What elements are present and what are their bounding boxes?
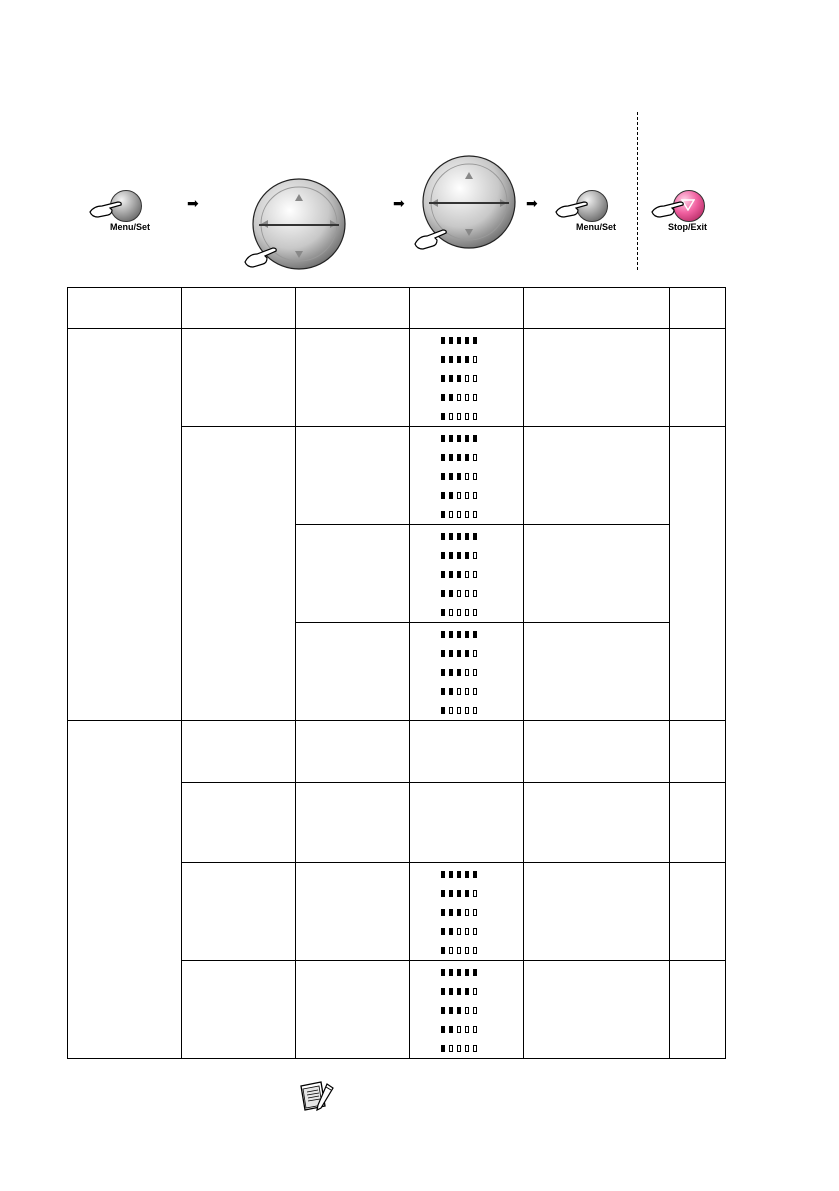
filled-square-icon: [457, 337, 461, 344]
filled-square-icon: [441, 413, 445, 420]
filled-square-icon: [449, 1007, 453, 1014]
level-row: [441, 669, 523, 678]
filled-square-icon: [441, 1026, 445, 1033]
table-row: [68, 329, 726, 427]
filled-square-icon: [441, 435, 445, 442]
level-row: [441, 454, 523, 463]
level-scale: [410, 863, 523, 956]
level-row: [441, 473, 523, 482]
level-row: [441, 631, 523, 640]
level-options-cell: [410, 329, 524, 427]
level-row: [441, 394, 523, 403]
table-header-row: [68, 288, 726, 329]
filled-square-icon: [457, 650, 461, 657]
header-descriptions: [524, 288, 670, 329]
empty-square-icon: [465, 413, 469, 420]
filled-square-icon: [441, 947, 445, 954]
empty-square-icon: [449, 511, 453, 518]
empty-square-icon: [457, 590, 461, 597]
level-row: [441, 928, 523, 937]
description-cell: [524, 427, 670, 525]
filled-square-icon: [449, 435, 453, 442]
filled-square-icon: [441, 571, 445, 578]
level-row: [441, 688, 523, 697]
filled-square-icon: [441, 707, 445, 714]
header-options: [410, 288, 524, 329]
empty-square-icon: [473, 413, 477, 420]
page-cell: [670, 783, 726, 863]
selection-cell: [296, 863, 410, 961]
empty-square-icon: [473, 928, 477, 935]
empty-square-icon: [473, 375, 477, 382]
filled-square-icon: [441, 1007, 445, 1014]
filled-square-icon: [449, 650, 453, 657]
filled-square-icon: [441, 375, 445, 382]
empty-square-icon: [465, 688, 469, 695]
empty-square-icon: [473, 890, 477, 897]
filled-square-icon: [441, 533, 445, 540]
filled-square-icon: [449, 571, 453, 578]
description-cell: [524, 961, 670, 1059]
filled-square-icon: [465, 890, 469, 897]
empty-square-icon: [465, 707, 469, 714]
selection-cell: [296, 427, 410, 525]
arrow-right-icon: ➡: [393, 195, 405, 211]
level-scale: [410, 623, 523, 716]
empty-square-icon: [465, 928, 469, 935]
filled-square-icon: [465, 631, 469, 638]
pointing-hand-icon: [554, 198, 590, 220]
filled-square-icon: [457, 552, 461, 559]
submenu-cell: [182, 427, 296, 721]
arrow-right-icon: ➡: [526, 195, 538, 211]
level-options-cell: [410, 863, 524, 961]
empty-square-icon: [457, 688, 461, 695]
empty-square-icon: [449, 947, 453, 954]
filled-square-icon: [441, 590, 445, 597]
filled-square-icon: [441, 650, 445, 657]
level-options-cell: [410, 427, 524, 525]
divider-dashed: [637, 112, 638, 270]
filled-square-icon: [449, 356, 453, 363]
empty-square-icon: [449, 1045, 453, 1052]
main-menu-cell: [68, 721, 182, 1059]
empty-square-icon: [465, 909, 469, 916]
empty-square-icon: [473, 511, 477, 518]
empty-square-icon: [465, 669, 469, 676]
empty-square-icon: [473, 590, 477, 597]
stop-exit-label: Stop/Exit: [668, 222, 708, 232]
level-row: [441, 890, 523, 899]
filled-square-icon: [449, 337, 453, 344]
filled-square-icon: [473, 969, 477, 976]
empty-square-icon: [465, 590, 469, 597]
empty-square-icon: [473, 356, 477, 363]
empty-square-icon: [465, 511, 469, 518]
filled-square-icon: [441, 969, 445, 976]
pointing-hand-icon: [650, 198, 686, 220]
level-scale: [410, 525, 523, 618]
selection-cell: [296, 783, 410, 863]
menu-table: [67, 287, 726, 1059]
filled-square-icon: [457, 988, 461, 995]
table-row: [68, 721, 726, 783]
empty-square-icon: [457, 928, 461, 935]
empty-square-icon: [449, 707, 453, 714]
level-row: [441, 707, 523, 716]
options-cell: [410, 721, 524, 783]
empty-square-icon: [457, 707, 461, 714]
empty-square-icon: [457, 1026, 461, 1033]
selection-cell: [296, 623, 410, 721]
filled-square-icon: [449, 871, 453, 878]
level-row: [441, 590, 523, 599]
empty-square-icon: [473, 394, 477, 401]
level-row: [441, 609, 523, 618]
note-icon: [297, 1080, 337, 1114]
filled-square-icon: [449, 688, 453, 695]
options-cell: [410, 783, 524, 863]
filled-square-icon: [441, 356, 445, 363]
level-row: [441, 969, 523, 978]
page-cell: [670, 863, 726, 961]
selection-cell: [296, 721, 410, 783]
level-scale: [410, 329, 523, 422]
filled-square-icon: [457, 533, 461, 540]
empty-square-icon: [465, 1007, 469, 1014]
level-row: [441, 571, 523, 580]
page-cell: [670, 961, 726, 1059]
empty-square-icon: [473, 552, 477, 559]
level-row: [441, 356, 523, 365]
empty-square-icon: [473, 1026, 477, 1033]
empty-square-icon: [473, 947, 477, 954]
filled-square-icon: [457, 435, 461, 442]
empty-square-icon: [465, 473, 469, 480]
empty-square-icon: [457, 492, 461, 499]
submenu-cell: [182, 329, 296, 427]
page-cell: [670, 329, 726, 427]
filled-square-icon: [457, 375, 461, 382]
navigation-dpad-2[interactable]: [413, 154, 517, 254]
level-row: [441, 1007, 523, 1016]
empty-square-icon: [457, 1045, 461, 1052]
page-cell: [670, 427, 726, 721]
filled-square-icon: [449, 394, 453, 401]
filled-square-icon: [465, 650, 469, 657]
empty-square-icon: [473, 669, 477, 676]
empty-square-icon: [449, 413, 453, 420]
level-options-cell: [410, 525, 524, 623]
filled-square-icon: [457, 473, 461, 480]
main-menu-cell: [68, 329, 182, 721]
submenu-cell: [182, 863, 296, 961]
empty-square-icon: [457, 413, 461, 420]
arrow-right-icon: ➡: [187, 195, 199, 211]
empty-square-icon: [473, 473, 477, 480]
filled-square-icon: [465, 969, 469, 976]
filled-square-icon: [441, 928, 445, 935]
filled-square-icon: [449, 988, 453, 995]
empty-square-icon: [457, 947, 461, 954]
filled-square-icon: [465, 988, 469, 995]
empty-square-icon: [465, 1026, 469, 1033]
level-row: [441, 1045, 523, 1054]
filled-square-icon: [457, 890, 461, 897]
level-row: [441, 1026, 523, 1035]
empty-square-icon: [465, 609, 469, 616]
level-row: [441, 413, 523, 422]
filled-square-icon: [449, 1026, 453, 1033]
description-cell: [524, 525, 670, 623]
filled-square-icon: [449, 969, 453, 976]
header-main-menu: [68, 288, 182, 329]
level-row: [441, 988, 523, 997]
empty-square-icon: [473, 454, 477, 461]
filled-square-icon: [465, 356, 469, 363]
level-row: [441, 533, 523, 542]
selection-cell: [296, 961, 410, 1059]
description-cell: [524, 863, 670, 961]
filled-square-icon: [449, 890, 453, 897]
filled-square-icon: [449, 533, 453, 540]
filled-square-icon: [441, 871, 445, 878]
filled-square-icon: [457, 969, 461, 976]
level-options-cell: [410, 961, 524, 1059]
empty-square-icon: [473, 688, 477, 695]
empty-square-icon: [473, 571, 477, 578]
filled-square-icon: [473, 533, 477, 540]
empty-square-icon: [465, 947, 469, 954]
empty-square-icon: [473, 1045, 477, 1052]
filled-square-icon: [449, 631, 453, 638]
filled-square-icon: [457, 909, 461, 916]
empty-square-icon: [473, 609, 477, 616]
filled-square-icon: [473, 631, 477, 638]
filled-square-icon: [457, 669, 461, 676]
empty-square-icon: [473, 1007, 477, 1014]
empty-square-icon: [473, 909, 477, 916]
filled-square-icon: [465, 337, 469, 344]
filled-square-icon: [441, 511, 445, 518]
pointing-hand-icon: [88, 198, 124, 220]
header-submenu: [182, 288, 296, 329]
filled-square-icon: [449, 492, 453, 499]
empty-square-icon: [465, 1045, 469, 1052]
filled-square-icon: [457, 356, 461, 363]
filled-square-icon: [449, 669, 453, 676]
empty-square-icon: [457, 394, 461, 401]
filled-square-icon: [441, 890, 445, 897]
filled-square-icon: [473, 337, 477, 344]
empty-square-icon: [473, 650, 477, 657]
filled-square-icon: [449, 454, 453, 461]
level-scale: [410, 427, 523, 520]
empty-square-icon: [473, 988, 477, 995]
empty-square-icon: [465, 492, 469, 499]
description-cell: [524, 329, 670, 427]
empty-square-icon: [449, 609, 453, 616]
filled-square-icon: [441, 492, 445, 499]
menu-set-label: Menu/Set: [576, 222, 617, 232]
level-row: [441, 492, 523, 501]
filled-square-icon: [441, 454, 445, 461]
filled-square-icon: [441, 669, 445, 676]
filled-square-icon: [441, 552, 445, 559]
empty-square-icon: [465, 571, 469, 578]
empty-square-icon: [473, 707, 477, 714]
filled-square-icon: [457, 1007, 461, 1014]
selection-cell: [296, 525, 410, 623]
level-row: [441, 909, 523, 918]
filled-square-icon: [449, 909, 453, 916]
level-row: [441, 871, 523, 880]
header-page: [670, 288, 726, 329]
level-row: [441, 337, 523, 346]
filled-square-icon: [441, 909, 445, 916]
navigation-dpad-1[interactable]: [243, 178, 347, 272]
filled-square-icon: [449, 590, 453, 597]
header-menu-selections: [296, 288, 410, 329]
empty-square-icon: [465, 375, 469, 382]
filled-square-icon: [465, 552, 469, 559]
description-cell: [524, 783, 670, 863]
selection-cell: [296, 329, 410, 427]
filled-square-icon: [465, 871, 469, 878]
description-cell: [524, 721, 670, 783]
filled-square-icon: [441, 337, 445, 344]
filled-square-icon: [441, 631, 445, 638]
page-cell: [670, 721, 726, 783]
filled-square-icon: [473, 435, 477, 442]
empty-square-icon: [457, 511, 461, 518]
submenu-cell: [182, 961, 296, 1059]
filled-square-icon: [441, 988, 445, 995]
level-options-cell: [410, 623, 524, 721]
empty-square-icon: [473, 492, 477, 499]
filled-square-icon: [473, 871, 477, 878]
filled-square-icon: [457, 871, 461, 878]
filled-square-icon: [457, 571, 461, 578]
filled-square-icon: [449, 375, 453, 382]
filled-square-icon: [449, 473, 453, 480]
filled-square-icon: [457, 631, 461, 638]
filled-square-icon: [449, 552, 453, 559]
level-row: [441, 511, 523, 520]
filled-square-icon: [441, 473, 445, 480]
level-row: [441, 375, 523, 384]
filled-square-icon: [465, 533, 469, 540]
filled-square-icon: [441, 394, 445, 401]
filled-square-icon: [449, 928, 453, 935]
description-cell: [524, 623, 670, 721]
level-scale: [410, 961, 523, 1054]
level-row: [441, 650, 523, 659]
filled-square-icon: [441, 609, 445, 616]
menu-set-label: Menu/Set: [110, 222, 151, 232]
submenu-cell: [182, 783, 296, 863]
submenu-cell: [182, 721, 296, 783]
filled-square-icon: [465, 435, 469, 442]
empty-square-icon: [457, 609, 461, 616]
level-row: [441, 947, 523, 956]
filled-square-icon: [441, 1045, 445, 1052]
level-row: [441, 552, 523, 561]
empty-square-icon: [465, 394, 469, 401]
filled-square-icon: [441, 688, 445, 695]
filled-square-icon: [457, 454, 461, 461]
level-row: [441, 435, 523, 444]
filled-square-icon: [465, 454, 469, 461]
